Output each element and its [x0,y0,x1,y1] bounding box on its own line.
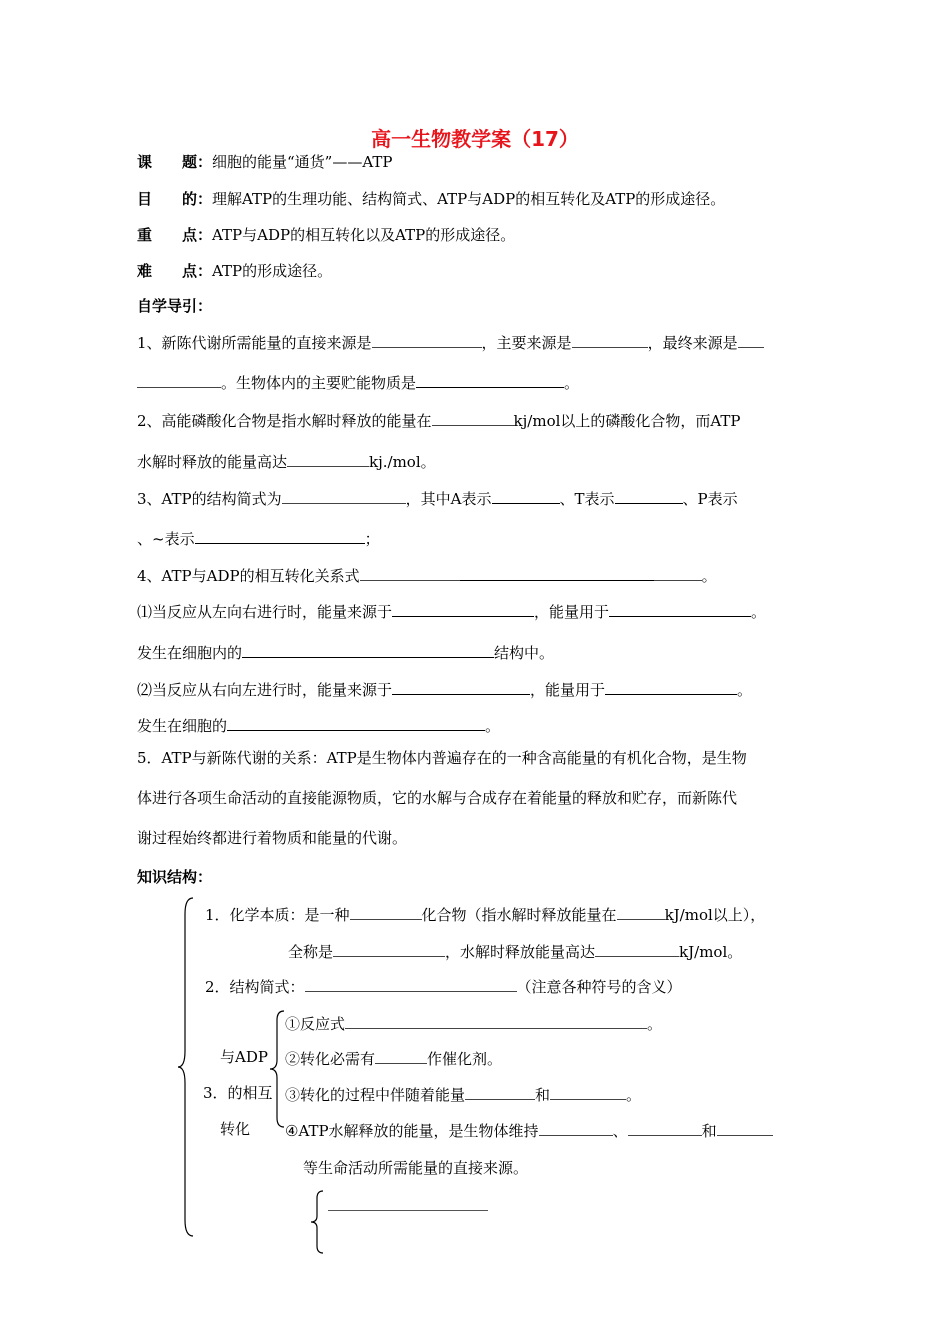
q3-blank-t[interactable] [615,487,683,504]
q1-text-e: 。 [564,374,580,392]
k1-blank-energy[interactable] [617,903,665,920]
k3-i4-text-c: 和 [701,1122,717,1140]
q1-text-d: 。生物体内的主要贮能物质是 [221,374,417,392]
k1-text-b: 化合物（指水解时释放能量在 [421,906,617,924]
page-title: 高一生物教学案（17） [371,127,579,151]
self-study-heading: 自学导引： [137,297,213,315]
q1-blank-final-a[interactable] [738,331,764,348]
k1-text-f: kJ/mol。 [679,943,743,961]
goal-value: 理解ATP的生理功能、结构简式、ATP与ADP的相互转化及ATP的形成途径。 [212,190,726,208]
q1-blank-direct[interactable] [372,331,482,348]
q2-line1 [137,409,741,431]
hard-label: 难 点： [137,262,213,280]
goal-label: 目 的： [137,190,213,208]
k1-text-d: 全称是 [288,943,334,961]
q3-blank-formula[interactable] [282,487,406,504]
q3-text-b: ，其中A表示 [405,490,492,508]
k3-left-3: 转化 [220,1120,251,1138]
k1-blank-release[interactable] [595,940,679,957]
k1-line1 [205,903,765,925]
key-label: 重 点： [137,226,213,244]
q4-1-blank-structure[interactable] [242,641,494,658]
q4-text-b: 。 [701,567,717,585]
q3-line1 [137,487,738,509]
q4-blank-3[interactable] [654,564,702,581]
big-brace-icon [176,896,196,1238]
q3-text-f: ； [364,530,380,548]
q4-1-blank-use[interactable] [609,600,751,617]
k1-text-e: ，水解时释放能量高达 [445,943,596,961]
q4-1-blank-source[interactable] [392,600,534,617]
q4-2-text-c: 。 [737,681,753,699]
k3-i4-text-b: 、 [612,1122,628,1140]
k1-blank-type[interactable] [350,903,422,920]
q1-text-a: 1、新陈代谢所需能量的直接来源是 [137,334,372,352]
q4-2-text-d: 发生在细胞的 [137,717,228,735]
q2-text-a: 2、高能磷酸化合物是指水解时释放的能量在 [137,412,432,430]
q4-2-text-a: ⑵当反应从右向左进行时，能量来源于 [137,681,393,699]
k3-item4-line2: 等生命活动所需能量的直接来源。 [303,1159,529,1177]
k3-i4-blank-2[interactable] [628,1119,702,1136]
k1-text-c: kJ/mol以上）， [664,906,766,924]
q3-text-c: 、T表示 [559,490,615,508]
k3-i4-blank-3[interactable] [717,1119,773,1136]
mini-blank-line[interactable] [328,1210,488,1211]
q4-1-text-c: 。 [751,603,767,621]
k1-text-a: 1．化学本质：是一种 [205,906,350,924]
q4-text-a: 4、ATP与ADP的相互转化关系式 [137,567,360,585]
topic-line [137,152,392,172]
k3-i2-text-a: ②转化必需有 [285,1050,376,1068]
k1-blank-fullname[interactable] [333,940,445,957]
q3-blank-a[interactable] [492,487,560,504]
k1-line2 [288,940,742,962]
q4-2-blank-location[interactable] [227,714,485,731]
q4-line [137,564,717,586]
goal-line [137,189,725,209]
q4-blank-2[interactable] [460,564,654,581]
hard-value: ATP的形成途径。 [212,262,333,280]
k3-i4-blank-1[interactable] [539,1119,613,1136]
q3-text-a: 3、ATP的结构简式为 [137,490,282,508]
k3-item3 [285,1083,641,1105]
topic-value: 细胞的能量“通货”——ATP [212,153,393,171]
k3-i4-text-a: ④ATP水解释放的能量，是生物体维持 [285,1122,539,1140]
q4-1-text-e: 结构中。 [494,644,555,662]
k3-i1-text-b: 。 [647,1015,663,1033]
k2-blank-formula[interactable] [305,975,517,992]
q1-blank-storage[interactable] [416,371,564,388]
q3-text-e: 、~表示 [137,530,195,548]
q4-2-blank-use[interactable] [605,678,737,695]
hard-line [137,261,332,281]
k3-item2 [285,1047,502,1069]
mini-brace-icon [309,1190,325,1254]
q1-line1 [137,331,764,353]
q4-1-line1 [137,600,766,622]
q1-blank-final-b[interactable] [137,371,221,388]
q1-text-b: ，主要来源是 [481,334,572,352]
k3-i3-text-a: ③转化的过程中伴随着能量 [285,1086,466,1104]
k3-i3-text-c: 。 [626,1086,642,1104]
q4-2-text-b: ，能量用于 [530,681,606,699]
topic-label: 课 题： [137,153,213,171]
q2-blank-atp-energy[interactable] [287,450,369,467]
k2-line [205,975,682,997]
q1-blank-main[interactable] [572,331,648,348]
q3-line2 [137,527,380,549]
q1-text-c: ，最终来源是 [647,334,738,352]
q3-text-d: 、P表示 [682,490,738,508]
q2-text-d: kj./mol。 [369,453,436,471]
q4-1-text-b: ，能量用于 [534,603,610,621]
knowledge-heading: 知识结构： [137,868,213,886]
q4-1-line2 [137,641,554,663]
k3-item4 [285,1119,773,1141]
q4-2-line1 [137,678,752,700]
k2-text-b: （注意各种符号的含义） [516,978,682,996]
small-brace-icon [268,1010,286,1128]
key-line [137,225,515,245]
k3-i3-text-b: 和 [535,1086,551,1104]
key-value: ATP与ADP的相互转化以及ATP的形成途径。 [212,226,516,244]
q1-line2 [137,371,579,393]
k2-text-a: 2．结构简式： [205,978,305,996]
k3-i2-text-b: 作催化剂。 [427,1050,503,1068]
q2-blank-threshold[interactable] [432,409,514,426]
q2-text-c: 水解时释放的能量高达 [137,453,288,471]
q2-text-b: kj/mol以上的磷酸化合物，而ATP [513,412,741,430]
k3-item1 [285,1012,662,1034]
k3-left-1: 与ADP [220,1048,268,1066]
q4-2-text-e: 。 [485,717,501,735]
k3-i3-blank-1[interactable] [465,1083,535,1100]
q4-blank-1[interactable] [360,564,460,581]
k3-left-2: 3．的相互 [203,1084,273,1102]
q5-line2: 体进行各项生命活动的直接能源物质，它的水解与合成存在着能量的释放和贮存，而新陈代 [137,789,738,807]
k3-i1-text-a: ①反应式 [285,1015,346,1033]
k3-i3-blank-2[interactable] [550,1083,626,1100]
q5-line3: 谢过程始终都进行着物质和能量的代谢。 [137,829,408,847]
q4-1-text-a: ⑴当反应从左向右进行时，能量来源于 [137,603,393,621]
q4-2-blank-source[interactable] [392,678,530,695]
q4-1-text-d: 发生在细胞内的 [137,644,243,662]
k3-i1-blank-reaction[interactable] [345,1012,647,1029]
k3-i2-blank-enzyme[interactable] [375,1047,427,1064]
q5-line1: 5．ATP与新陈代谢的关系：ATP是生物体内普遍存在的一种含高能量的有机化合物，是生物 [137,749,747,767]
q4-2-line2 [137,714,500,736]
q3-blank-tilde[interactable] [195,527,365,544]
q2-line2 [137,450,436,472]
